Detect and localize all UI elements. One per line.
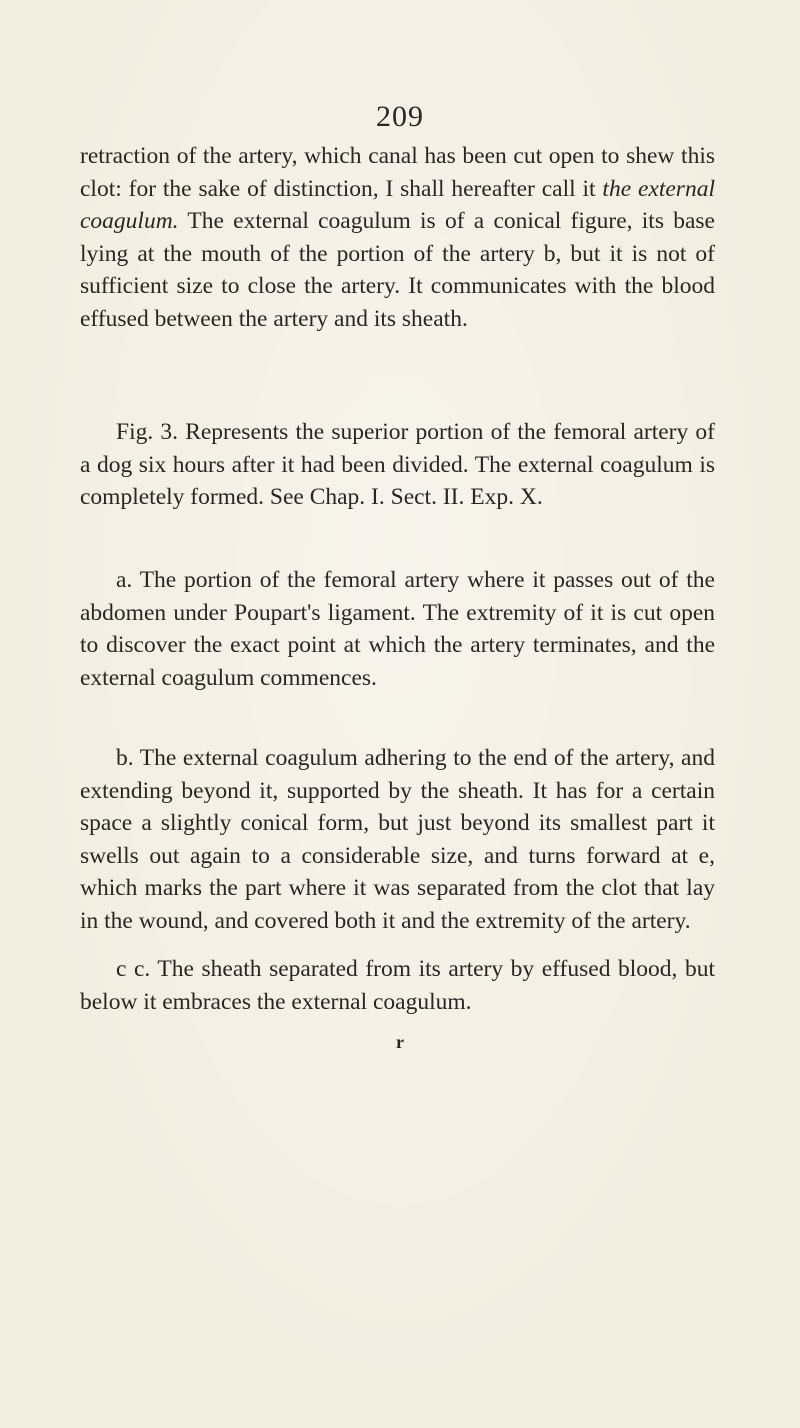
- paragraph-text: c c. The sheath separated from its artery by effused blood, but below it embraces the external coagulum.: [80, 956, 715, 1015]
- figure-item-cc-paragraph: [80, 953, 715, 1018]
- emphasis-term: the external coagulum.: [80, 175, 715, 235]
- paragraph-text-before: retraction of the artery, which canal has been cut open to shew this clot: for the sake of distinction, I shall hereafter call it: [80, 143, 715, 202]
- paragraph-text: a. The portion of the femoral artery where it passes out of the abdomen under Poupart's ligament. The extremity of it is cut open to discover the exact point at which the artery terminates, and the external coagulum commences.: [80, 567, 715, 691]
- page-number: 209: [376, 100, 424, 133]
- figure-description-paragraph: [80, 416, 715, 514]
- paragraph-text-after: The external coagulum is of a conical figure, its base lying at the mouth of the portion of the artery b, but it is not of sufficient size to close the artery. It communicates with the blood effused between the artery and its sheath.: [80, 208, 715, 332]
- paragraph-text: [80, 140, 715, 336]
- paragraph-text: b. The external coagulum adhering to the end of the artery, and extending beyond it, supported by the sheath. It has for a certain space a slightly conical form, but just beyond its smallest part it swells out again to a considerable size, and turns forward at e, which marks the part where it was separated from the clot that lay in the wound, and covered both it and the extremity of the artery.: [80, 745, 715, 934]
- figure-item-a-paragraph: [80, 564, 715, 694]
- signature-mark: r: [396, 1032, 404, 1052]
- paragraph-text: Fig. 3. Represents the superior portion of the femoral artery of a dog six hours after it had been divided. The external coagulum is completely formed. See Chap. I. Sect. II. Exp. X.: [80, 419, 715, 511]
- figure-item-b-paragraph: [80, 742, 715, 938]
- paragraph-continuation: [80, 140, 715, 336]
